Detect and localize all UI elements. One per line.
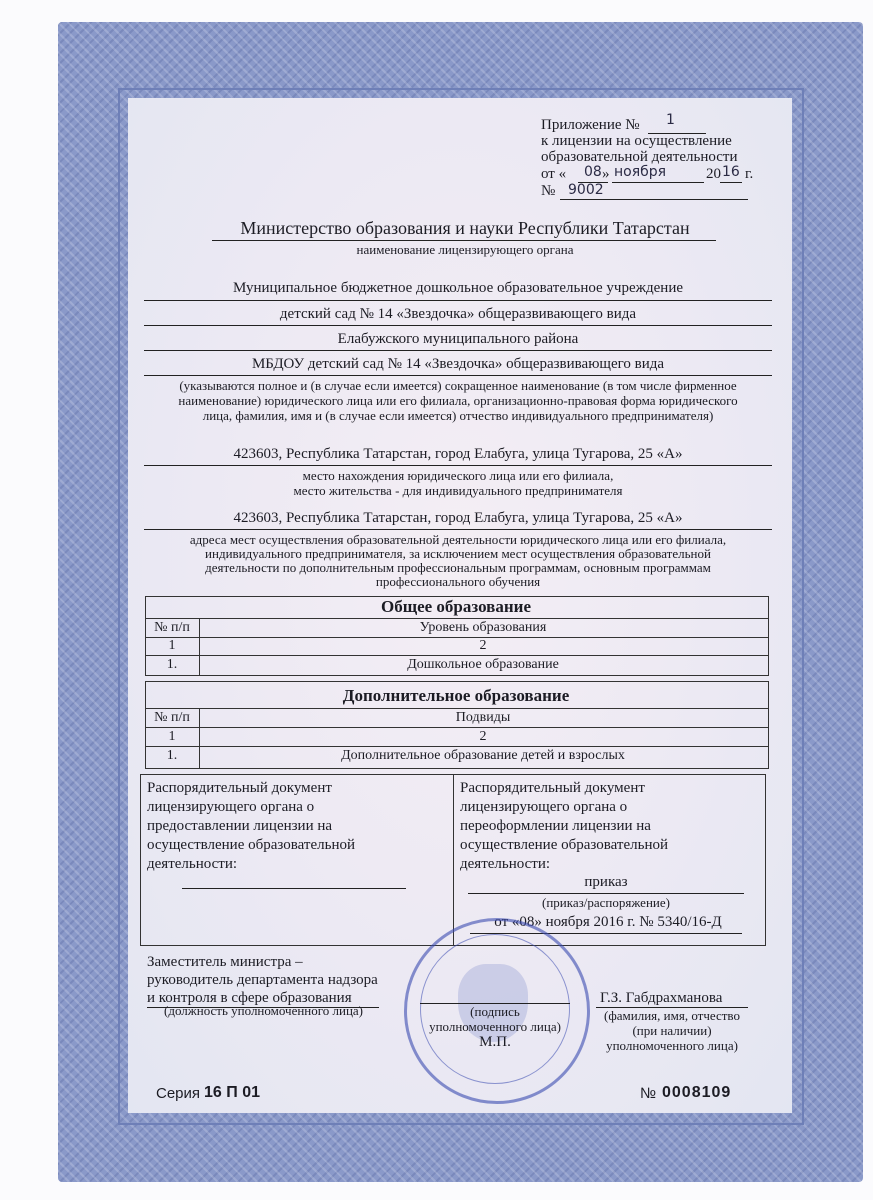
year-g: г. [745, 166, 754, 182]
appendix-line2: образовательной деятельности [541, 149, 738, 165]
signer-position-line2: руководитель департамента надзора [147, 972, 378, 988]
table-divider [145, 746, 768, 747]
org-short-underline [144, 375, 772, 376]
doc-left-line5: деятельности: [147, 856, 238, 872]
signer-position-line1: Заместитель министра – [147, 954, 303, 970]
form-number-value: 0008109 [662, 1084, 732, 1101]
year-underline [720, 182, 742, 183]
general-col-number-header: № п/п [154, 620, 190, 635]
date-mid: » [602, 166, 610, 182]
signer-position-caption: (должность уполномоченного лица) [164, 1003, 364, 1018]
doc-right-caption: (приказ/распоряжение) [542, 895, 670, 910]
org-line3: Елабужского муниципального района [337, 331, 579, 347]
doc-right-line4: осуществление образовательной [460, 837, 668, 853]
doc-right-type: приказ [584, 874, 628, 890]
doc-right-reference: от «08» ноября 2016 г. № 5340/16-Д [494, 914, 722, 930]
additional-col-subtype-header: Подвиды [455, 710, 511, 725]
signer-name: Г.З. Габдрахманова [600, 990, 723, 1006]
doc-left-line3: предоставлении лицензии на [147, 818, 333, 834]
activity-caption1: адреса мест осуществления образовательной деятельности юридического лица или его филиала, [189, 532, 727, 547]
org-short-name: МБДОУ детский сад № 14 «Звездочка» общеразвивающего вида [251, 356, 665, 372]
date-month-underline [612, 182, 704, 183]
location-underline [144, 465, 772, 466]
org-line3-underline [144, 350, 772, 351]
authority-name: Министерство образования и науки Республики Татарстан [240, 218, 690, 238]
doc-right-line1: Распорядительный документ [460, 780, 645, 796]
license-number-label: № [541, 183, 556, 199]
general-col-index-1: 1 [168, 638, 176, 653]
year-suffix: 16 [722, 164, 740, 180]
additional-col-index-1: 1 [168, 729, 176, 744]
doc-left-blank-line [182, 888, 406, 889]
org-line1: Муниципальное бюджетное дошкольное образовательное учреждение [233, 280, 683, 296]
general-col-level-header: Уровень образования [419, 620, 547, 635]
series-label: Серия [156, 1085, 201, 1102]
doc-right-line2: лицензирующего органа о [460, 799, 628, 815]
doc-left-line4: осуществление образовательной [147, 837, 355, 853]
appendix-label: Приложение № [541, 117, 640, 133]
org-caption3: лица, фамилия, имя и (в случае если имеется) отчество индивидуального предпринимателя) [202, 408, 714, 423]
general-education-title: Общее образование [381, 597, 531, 616]
additional-row-value: Дополнительное образование детей и взрослых [341, 748, 625, 763]
org-line2: детский сад № 14 «Звездочка» общеразвивающего вида [279, 306, 637, 322]
signer-name-caption1: (фамилия, имя, отчество [604, 1008, 740, 1023]
appendix-number: 1 [666, 112, 675, 128]
date-prefix: от « [541, 166, 567, 182]
year-prefix: 20 [706, 166, 721, 182]
activity-caption4: профессионального обучения [375, 574, 541, 589]
table-divider [145, 618, 768, 619]
date-day: 08 [584, 164, 602, 180]
series-value: 16 П 01 [204, 1084, 260, 1101]
stamp-place-label: М.П. [479, 1034, 511, 1050]
activity-caption3: деятельности по дополнительным профессиональным программам, основным программам [205, 560, 711, 575]
appendix-line1: к лицензии на осуществление [541, 133, 732, 149]
org-line2-underline [144, 325, 772, 326]
general-row-value: Дошкольное образование [407, 657, 559, 672]
additional-row-number: 1. [166, 748, 178, 763]
license-number: 9002 [568, 182, 604, 198]
signer-position-line3: и контроля в сфере образования [147, 990, 352, 1006]
date-month: ноября [614, 164, 667, 180]
authority-caption: наименование лицензирующего органа [356, 242, 574, 257]
additional-education-title: Дополнительное образование [342, 686, 570, 705]
form-number-label: № [640, 1085, 657, 1102]
location-caption2: место жительства - для индивидуального предпринимателя [293, 483, 623, 498]
signer-name-caption3: уполномоченного лица) [606, 1038, 738, 1053]
documents-divider [453, 774, 454, 945]
activity-address: 423603, Республика Татарстан, город Елабуга, улица Тугарова, 25 «А» [233, 510, 683, 526]
authority-underline [212, 240, 716, 241]
additional-col-number-header: № п/п [154, 710, 190, 725]
doc-right-line5: деятельности: [460, 856, 551, 872]
org-caption1: (указываются полное и (в случае если имеется) сокращенное наименование (в том числе фирменное [179, 378, 737, 393]
location-caption1: место нахождения юридического лица или его филиала, [302, 468, 614, 483]
signature-caption1: (подпись [470, 1004, 520, 1019]
location-address: 423603, Республика Татарстан, город Елабуга, улица Тугарова, 25 «А» [233, 446, 683, 462]
org-line1-underline [144, 300, 772, 301]
table-divider [145, 655, 768, 656]
activity-caption2: индивидуального предпринимателя, за исключением мест осуществления образовательной [205, 546, 711, 561]
table-divider [145, 727, 768, 728]
general-row-number: 1. [166, 657, 178, 672]
table-divider [145, 708, 768, 709]
org-caption2: наименование) юридического лица или его филиала, организационно-правовая форма юридического [178, 393, 738, 408]
signer-name-caption2: (при наличии) [632, 1023, 712, 1038]
additional-col-index-2: 2 [479, 729, 487, 744]
doc-right-type-underline [468, 893, 744, 894]
doc-left-line1: Распорядительный документ [147, 780, 332, 796]
signature-caption2: уполномоченного лица) [429, 1019, 561, 1034]
general-col-index-2: 2 [479, 638, 487, 653]
license-number-underline [560, 199, 748, 200]
doc-right-line3: переоформлении лицензии на [460, 818, 651, 834]
doc-left-line2: лицензирующего органа о [147, 799, 315, 815]
activity-underline [144, 529, 772, 530]
